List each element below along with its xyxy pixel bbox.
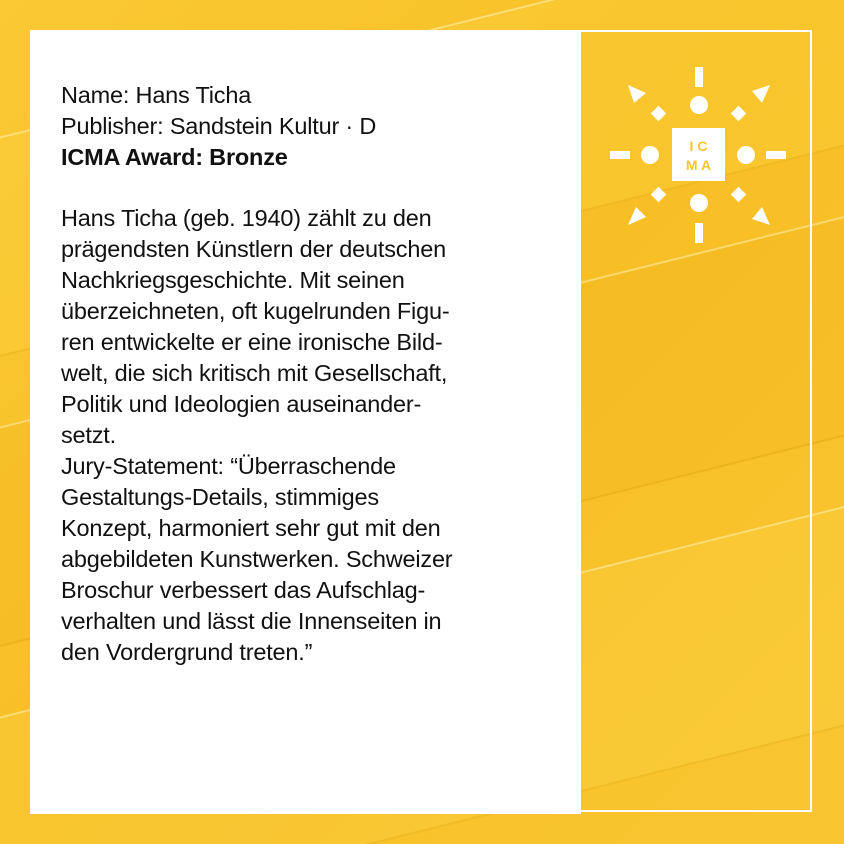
- logo-center-square: [672, 128, 725, 181]
- award-line: ICMA Award: Bronze: [61, 144, 288, 170]
- logo-diamond: [731, 106, 747, 122]
- description-line: welt, die sich kritisch mit Gesellschaft,: [61, 360, 448, 386]
- description-line: Nachkriegsgeschichte. Mit seinen: [61, 267, 405, 293]
- logo-letters-bottom: M A: [685, 157, 712, 173]
- logo-diamond: [731, 187, 747, 203]
- logo-diamond: [651, 106, 667, 122]
- logo-bar: [766, 151, 786, 159]
- logo-bar: [610, 151, 630, 159]
- logo-triangle: [752, 85, 770, 103]
- jury-line: Gestaltungs-Details, stimmiges: [61, 484, 379, 510]
- jury-line: Konzept, harmoniert sehr gut mit den: [61, 515, 441, 541]
- logo-diamond: [651, 187, 667, 203]
- logo-triangle: [628, 207, 646, 225]
- jury-line: abgebildeten Kunstwerken. Schweizer: [61, 546, 453, 572]
- jury-line: verhalten und lässt die Innenseiten in: [61, 608, 442, 634]
- description-line: Politik und Ideologien auseinander-: [61, 391, 422, 417]
- logo-bar: [695, 67, 703, 87]
- logo-dot: [641, 146, 659, 164]
- icma-sun-logo-icon: [606, 63, 792, 249]
- spacer: [61, 173, 561, 203]
- jury-line: Broschur verbessert das Aufschlag-: [61, 577, 426, 603]
- logo-dot: [690, 96, 708, 114]
- award-info: [61, 80, 561, 668]
- publisher-line: Publisher: Sandstein Kultur · D: [61, 113, 377, 139]
- logo-dot: [690, 194, 708, 212]
- logo-dot: [737, 146, 755, 164]
- text-panel: [30, 30, 581, 814]
- description-line: setzt.: [61, 422, 116, 448]
- name-line: Name: Hans Ticha: [61, 82, 252, 108]
- description-line: prägendsten Künstlern der deutschen: [61, 236, 446, 262]
- description-line: überzeichneten, oft kugelrunden Figu-: [61, 298, 450, 324]
- description-line: Hans Ticha (geb. 1940) zählt zu den: [61, 205, 432, 231]
- logo-triangle: [628, 85, 646, 103]
- logo-triangle: [752, 207, 770, 225]
- logo-bar: [695, 223, 703, 243]
- jury-line: den Vordergrund treten.”: [61, 639, 313, 665]
- description-line: ren entwickelte er eine ironische Bild-: [61, 329, 443, 355]
- jury-line: Jury-Statement: “Überraschende: [61, 453, 396, 479]
- logo-letters-top: I C: [689, 138, 708, 154]
